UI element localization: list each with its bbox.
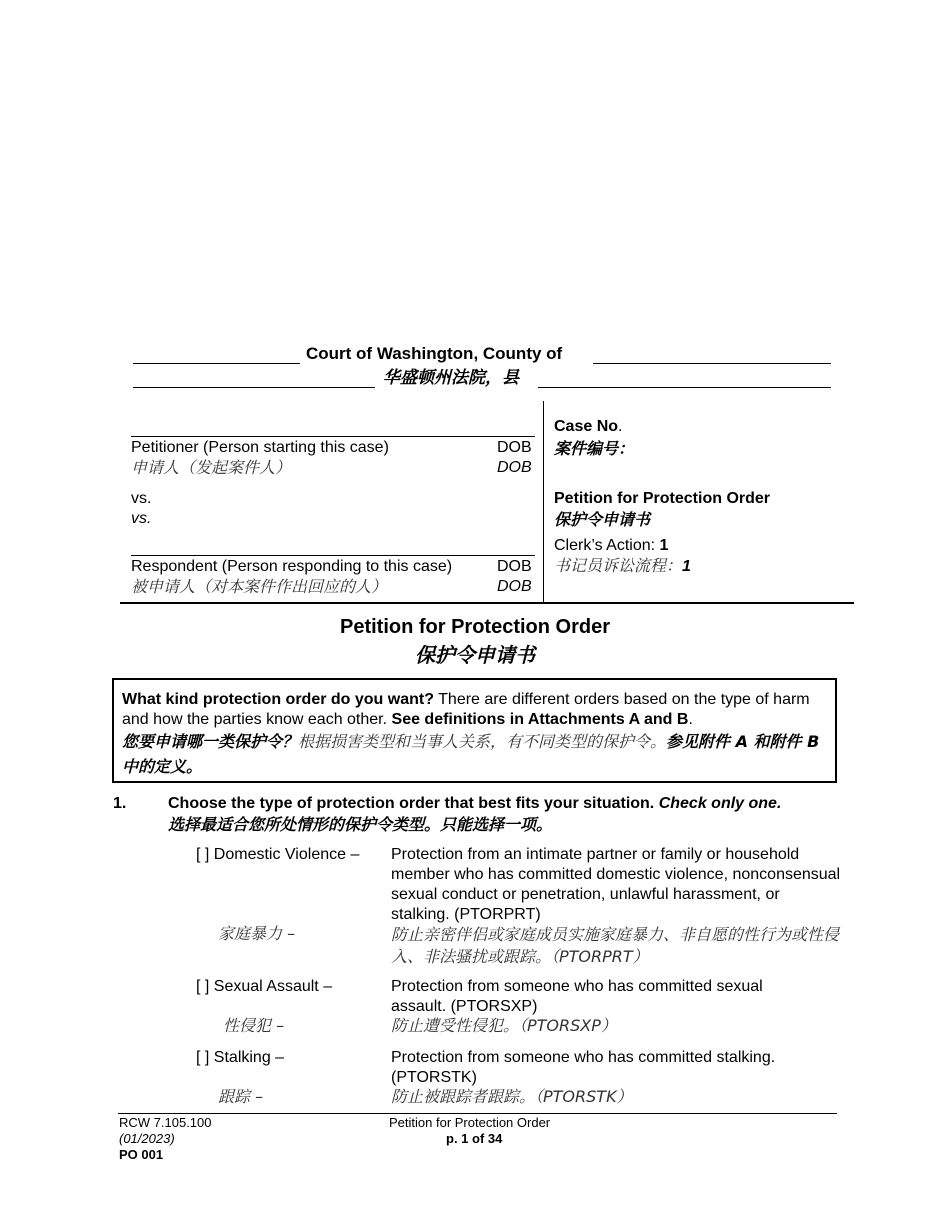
option-label-sexual-assault: Sexual Assault – — [213, 978, 333, 995]
respondent-name-field[interactable] — [131, 540, 535, 556]
respondent-label: Respondent (Person responding to this case) — [131, 558, 453, 575]
option-label-domestic-violence: Domestic Violence – — [213, 846, 360, 863]
clerk-action — [554, 536, 668, 556]
caption-bottom-rule — [120, 602, 854, 604]
info-explanation: There are different orders based on the type of harm and how the parties know each other. — [122, 691, 810, 728]
petitioner-name-field[interactable] — [131, 420, 535, 437]
clerk-action-label-zh: 书记员诉讼流程： — [554, 556, 683, 575]
info-box-en — [122, 690, 827, 730]
petitioner-label-zh: 申请人（发起案件人） — [131, 458, 292, 477]
info-explanation-zh: 根据损害类型和当事人关系，有不同类型的保护令。 — [298, 732, 667, 751]
desc-stalking-zh: 防止被跟踪者跟踪。（PTORSTK） — [391, 1087, 633, 1106]
desc-domestic-violence: Protection from an intimate partner or family or household member who has committed domestic violence, nonconsensual sexual conduct or penetration, unlawful harassment, or stalking. (PTORPRT) — [391, 846, 841, 923]
versus-label: vs. — [131, 490, 152, 507]
county-blank[interactable] — [593, 346, 831, 364]
caption-doc-title: Petition for Protection Order — [554, 490, 771, 507]
desc-stalking: Protection from someone who has committed stalking. (PTORSTK) — [391, 1049, 776, 1086]
petitioner-dob-label-zh: DOB — [497, 459, 532, 476]
versus-label-zh: vs. — [131, 510, 152, 527]
respondent-dob-label: DOB — [497, 558, 532, 575]
case-number-period: . — [618, 418, 623, 435]
county-blank-zh[interactable] — [538, 370, 831, 388]
section-1-number: 1. — [113, 795, 127, 812]
option-label-domestic-violence-zh: 家庭暴力 – — [218, 924, 296, 943]
info-question-zh: 您要申请哪一类保护令？ — [122, 732, 299, 751]
petitioner-label: Petitioner (Person starting this case) — [131, 439, 389, 456]
checkbox-sexual-assault[interactable]: [ ] — [196, 978, 210, 995]
case-number-label[interactable] — [554, 417, 622, 437]
clerk-action-value: 1 — [659, 537, 669, 554]
respondent-label-zh: 被申请人（对本案件作出回应的人） — [131, 577, 388, 596]
petitioner-dob-label: DOB — [497, 439, 532, 456]
checkbox-domestic-violence[interactable]: [ ] — [196, 846, 210, 863]
info-see-definitions-zh: 参见附件 A 和附件 B 中的定义。 — [122, 732, 820, 776]
option-stalking[interactable] — [196, 1048, 284, 1068]
option-label-stalking: Stalking – — [213, 1049, 285, 1066]
footer-page-number: p. 1 of 34 — [446, 1131, 503, 1146]
court-blank-left-zh[interactable] — [133, 370, 375, 388]
desc-domestic-violence-zh: 防止亲密伴侣或家庭成员实施家庭暴力、非自愿的性行为或性侵入、非法骚扰或跟踪。（PTORPRT） — [391, 925, 840, 966]
section-1-heading — [168, 794, 781, 814]
case-number-label-zh: 案件编号： — [554, 439, 635, 458]
info-question: What kind protection order do you want? — [122, 691, 434, 708]
option-label-stalking-zh: 跟踪 – — [218, 1087, 264, 1106]
order-type-info-box — [112, 678, 837, 783]
caption-divider — [543, 401, 544, 602]
page-title: Petition for Protection Order — [339, 616, 611, 638]
clerk-action-value-zh: 1 — [682, 558, 691, 575]
info-period: . — [688, 711, 693, 728]
court-blank-left[interactable] — [133, 346, 300, 364]
desc-sexual-assault-zh: 防止遭受性侵犯。（PTORSXP） — [391, 1016, 617, 1035]
desc-sexual-assault: Protection from someone who has committed sexual assault. (PTORSXP) — [391, 978, 763, 1015]
respondent-dob-label-zh: DOB — [497, 578, 532, 595]
caption-doc-title-zh: 保护令申请书 — [554, 510, 651, 529]
section-1-heading-zh: 选择最适合您所处情形的保护令类型。只能选择一项。 — [168, 815, 553, 834]
court-heading: Court of Washington, County of — [306, 344, 563, 363]
case-number-text: Case No — [554, 418, 619, 435]
footer-form-number: PO 001 — [119, 1147, 164, 1162]
option-sexual-assault[interactable] — [196, 977, 332, 997]
info-see-definitions: See definitions in Attachments A and B — [391, 711, 689, 728]
footer-rule — [118, 1113, 837, 1114]
clerk-action-label: Clerk’s Action: — [554, 537, 660, 554]
option-domestic-violence[interactable] — [196, 845, 359, 865]
section-1-heading-text: Choose the type of protection order that best fits your situation. — [168, 795, 659, 812]
footer-title: Petition for Protection Order — [389, 1115, 551, 1130]
court-heading-zh: 华盛顿州法院，县 — [383, 368, 519, 388]
footer-date: (01/2023) — [119, 1131, 175, 1146]
clerk-action-zh — [554, 556, 691, 577]
info-box-zh — [122, 730, 832, 780]
page-title-zh: 保护令申请书 — [415, 643, 535, 667]
section-1-check-only-one: Check only one. — [658, 795, 782, 812]
option-label-sexual-assault-zh: 性侵犯 – — [223, 1016, 285, 1035]
checkbox-stalking[interactable]: [ ] — [196, 1049, 210, 1066]
footer-rcw: RCW 7.105.100 — [119, 1115, 212, 1130]
